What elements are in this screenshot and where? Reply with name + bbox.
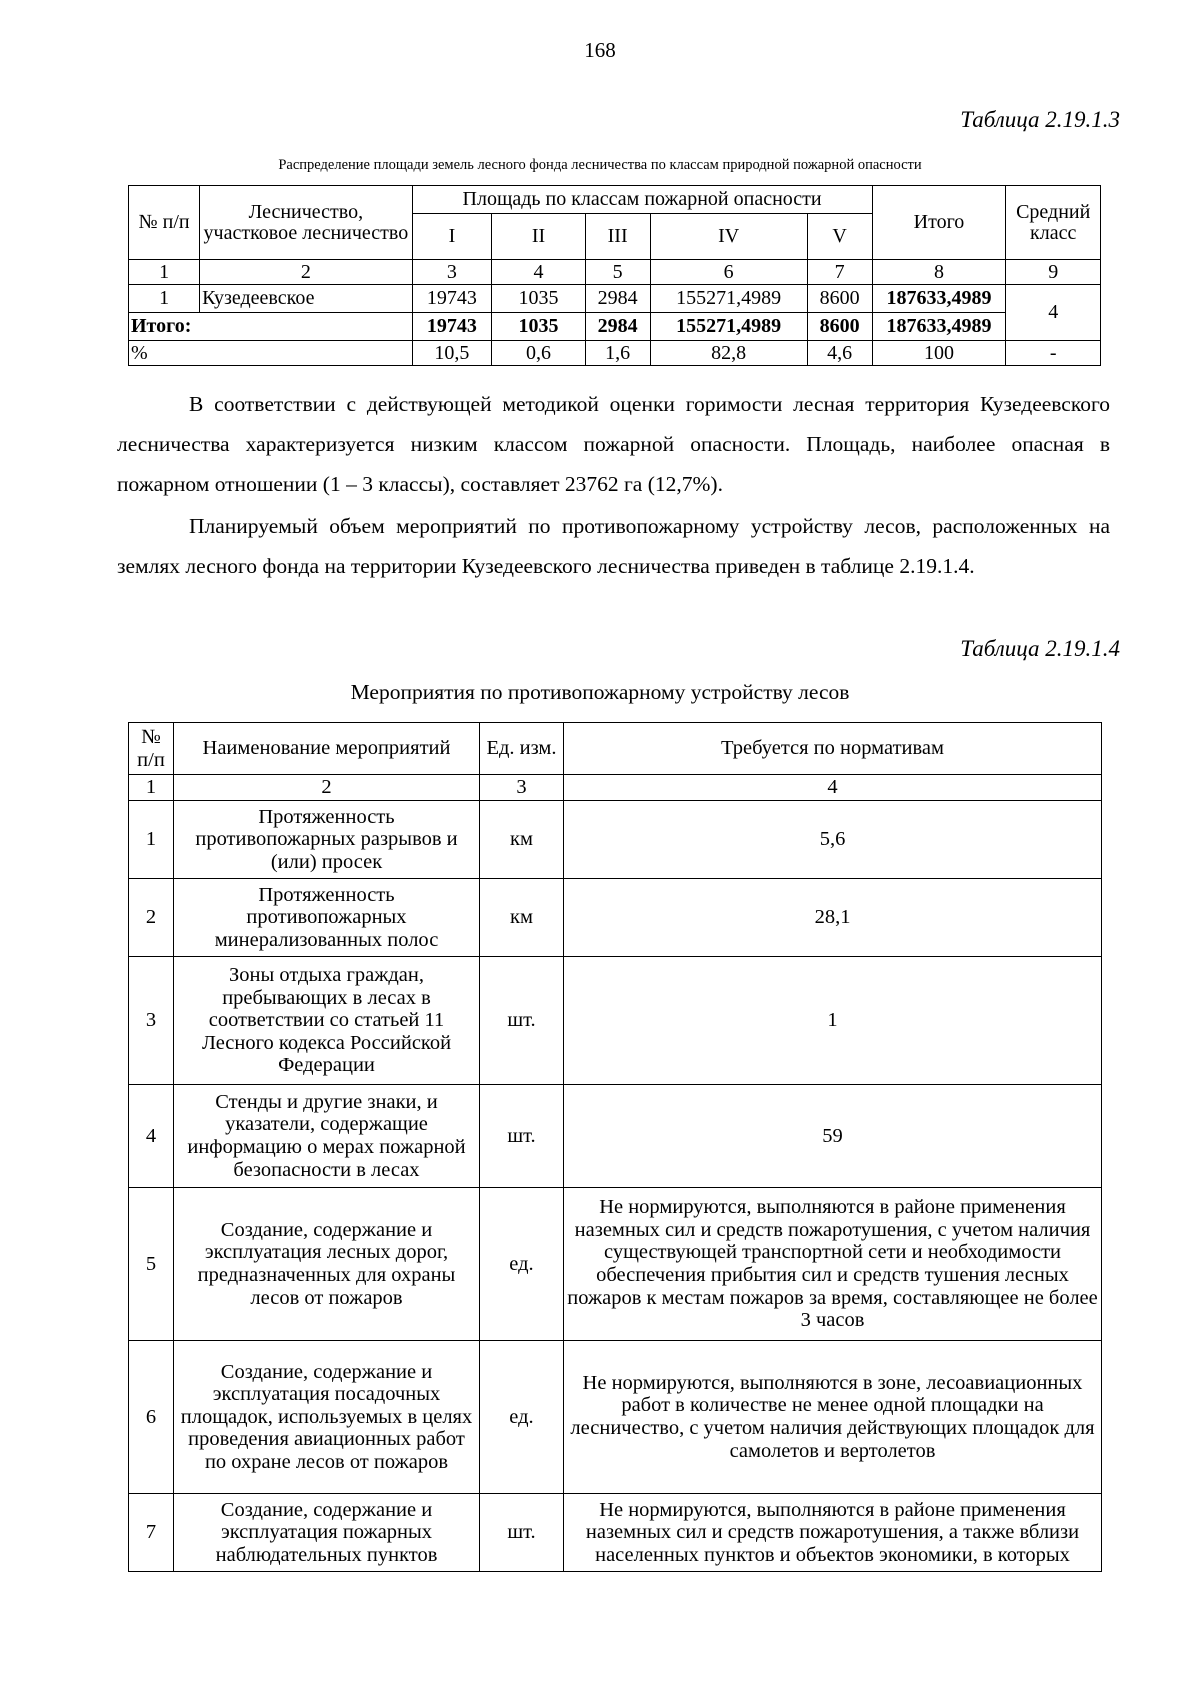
t2-header-name: Наименование мероприятий xyxy=(174,723,480,775)
t1-col-number: 4 xyxy=(492,260,585,285)
t1-col-number: 6 xyxy=(650,260,807,285)
t1-row-name: Кузедеевское xyxy=(200,285,412,313)
table1-label: Таблица 2.19.1.3 xyxy=(960,107,1120,132)
t1-cell-total: 187633,4989 xyxy=(872,285,1006,313)
t1-cell: 10,5 xyxy=(412,341,492,366)
t1-cell: 155271,4989 xyxy=(650,285,807,313)
t2-row-num: 3 xyxy=(129,957,174,1085)
t1-percent-label: % xyxy=(129,341,413,366)
t2-header-num: № п/п xyxy=(129,723,174,775)
paragraph-2: Планируемый объем мероприятий по противопожарному устройству лесов, расположенных на землях лесного фонда на территории Кузедеевского лесничества приведен в таблице 2.19.1.4. xyxy=(117,514,1110,578)
page-number: 168 xyxy=(584,38,616,62)
t1-cell: 2984 xyxy=(585,313,650,341)
t1-cell: 19743 xyxy=(412,285,492,313)
t2-row-value: Не нормируются, выполняются в зоне, лесоавиационных работ в количестве не менее одной площадки на лесничество, с учетом наличия действующих площадок для самолетов и вертолетов xyxy=(564,1341,1102,1494)
t1-cell: 155271,4989 xyxy=(650,313,807,341)
t2-row-value: Не нормируются, выполняются в районе применения наземных сил и средств пожаротушения, а также вблизи населенных пунктов и объектов экономики, в которых xyxy=(564,1494,1102,1572)
t1-col-number: 1 xyxy=(129,260,200,285)
t2-row-value: 59 xyxy=(564,1085,1102,1188)
table1-caption: Распределение площади земель лесного фонда лесничества по классам природной пожарной опасности xyxy=(278,157,922,173)
t1-cell: 8600 xyxy=(807,285,872,313)
t1-cell: 82,8 xyxy=(650,341,807,366)
t2-row-name: Протяженность противопожарных минерализованных полос xyxy=(174,879,480,957)
t1-header-forestry: Лесничество, участковое лесничество xyxy=(200,186,412,260)
fire-measures-table xyxy=(128,722,1102,1572)
t2-row-unit: шт. xyxy=(480,1085,564,1188)
t1-row-num: 1 xyxy=(129,285,200,313)
t1-cell: 0,6 xyxy=(492,341,585,366)
table2-label: Таблица 2.19.1.4 xyxy=(960,636,1120,661)
t1-col-number: 2 xyxy=(200,260,412,285)
t1-header-total: Итого xyxy=(872,186,1006,260)
t2-row-unit: ед. xyxy=(480,1341,564,1494)
t1-header-class: IV xyxy=(650,214,807,260)
t2-row-name: Зоны отдыха граждан, пребывающих в лесах в соответствии со статьей 11 Лесного кодекса Российской Федерации xyxy=(174,957,480,1085)
t1-cell: 2984 xyxy=(585,285,650,313)
t2-row-num: 4 xyxy=(129,1085,174,1188)
t2-row-num: 1 xyxy=(129,801,174,879)
t2-header-required: Требуется по нормативам xyxy=(564,723,1102,775)
t2-row-value: 1 xyxy=(564,957,1102,1085)
t1-cell-avg: - xyxy=(1006,341,1101,366)
t1-cell: 1035 xyxy=(492,313,585,341)
t1-col-number: 7 xyxy=(807,260,872,285)
t1-cell: 1035 xyxy=(492,285,585,313)
t2-row-unit: км xyxy=(480,879,564,957)
t1-header-class: II xyxy=(492,214,585,260)
t2-row-num: 5 xyxy=(129,1188,174,1341)
t2-row-name: Создание, содержание и эксплуатация посадочных площадок, используемых в целях проведения авиационных работ по охране лесов от пожаров xyxy=(174,1341,480,1494)
t1-avg-class-value: 4 xyxy=(1006,285,1101,341)
fire-class-table xyxy=(128,185,1101,366)
t2-row-num: 2 xyxy=(129,879,174,957)
t2-row-unit: шт. xyxy=(480,957,564,1085)
t2-row-name: Создание, содержание и эксплуатация лесных дорог, предназначенных для охраны лесов от пожаров xyxy=(174,1188,480,1341)
t1-cell: 4,6 xyxy=(807,341,872,366)
t2-header-unit: Ед. изм. xyxy=(480,723,564,775)
t1-cell: 19743 xyxy=(412,313,492,341)
t1-cell-total: 100 xyxy=(872,341,1006,366)
t2-row-value: 28,1 xyxy=(564,879,1102,957)
t2-row-num: 7 xyxy=(129,1494,174,1572)
t1-total-label: Итого: xyxy=(129,313,413,341)
t1-cell-total: 187633,4989 xyxy=(872,313,1006,341)
t2-row-value: Не нормируются, выполняются в районе применения наземных сил и средств пожаротушения, с учетом наличия существующей транспортной сети и необходимости обеспечения прибытия сил и средств тушения лесных пожаров к местам пожаров за время, составляющее не более 3 часов xyxy=(564,1188,1102,1341)
t2-col-number: 4 xyxy=(564,775,1102,801)
paragraph-1: В соответствии с действующей методикой оценки горимости лесная территория Кузедеевского лесничества характеризуется низким классом пожарной опасности. Площадь, наиболее опасная в пожарном отношении (1 – 3 классы), составляет 23762 га (12,7%). xyxy=(117,392,1110,496)
t2-row-value: 5,6 xyxy=(564,801,1102,879)
t1-col-number: 3 xyxy=(412,260,492,285)
t1-header-class: III xyxy=(585,214,650,260)
t1-header-num: № п/п xyxy=(129,186,200,260)
t2-col-number: 3 xyxy=(480,775,564,801)
t1-col-number: 5 xyxy=(585,260,650,285)
t1-header-class: I xyxy=(412,214,492,260)
t2-row-unit: км xyxy=(480,801,564,879)
t2-col-number: 1 xyxy=(129,775,174,801)
t2-row-name: Стенды и другие знаки, и указатели, содержащие информацию о мерах пожарной безопасности в лесах xyxy=(174,1085,480,1188)
t2-row-name: Протяженность противопожарных разрывов и (или) просек xyxy=(174,801,480,879)
t1-header-avg-class: Средний класс xyxy=(1006,186,1101,260)
t1-col-number: 9 xyxy=(1006,260,1101,285)
t1-cell: 1,6 xyxy=(585,341,650,366)
table2-caption: Мероприятия по противопожарному устройству лесов xyxy=(350,680,850,704)
t2-row-num: 6 xyxy=(129,1341,174,1494)
t1-cell: 8600 xyxy=(807,313,872,341)
t2-row-unit: ед. xyxy=(480,1188,564,1341)
t2-row-unit: шт. xyxy=(480,1494,564,1572)
t1-col-number: 8 xyxy=(872,260,1006,285)
t2-row-name: Создание, содержание и эксплуатация пожарных наблюдательных пунктов xyxy=(174,1494,480,1572)
t1-header-area-group: Площадь по классам пожарной опасности xyxy=(412,186,872,214)
t1-header-class: V xyxy=(807,214,872,260)
t2-col-number: 2 xyxy=(174,775,480,801)
